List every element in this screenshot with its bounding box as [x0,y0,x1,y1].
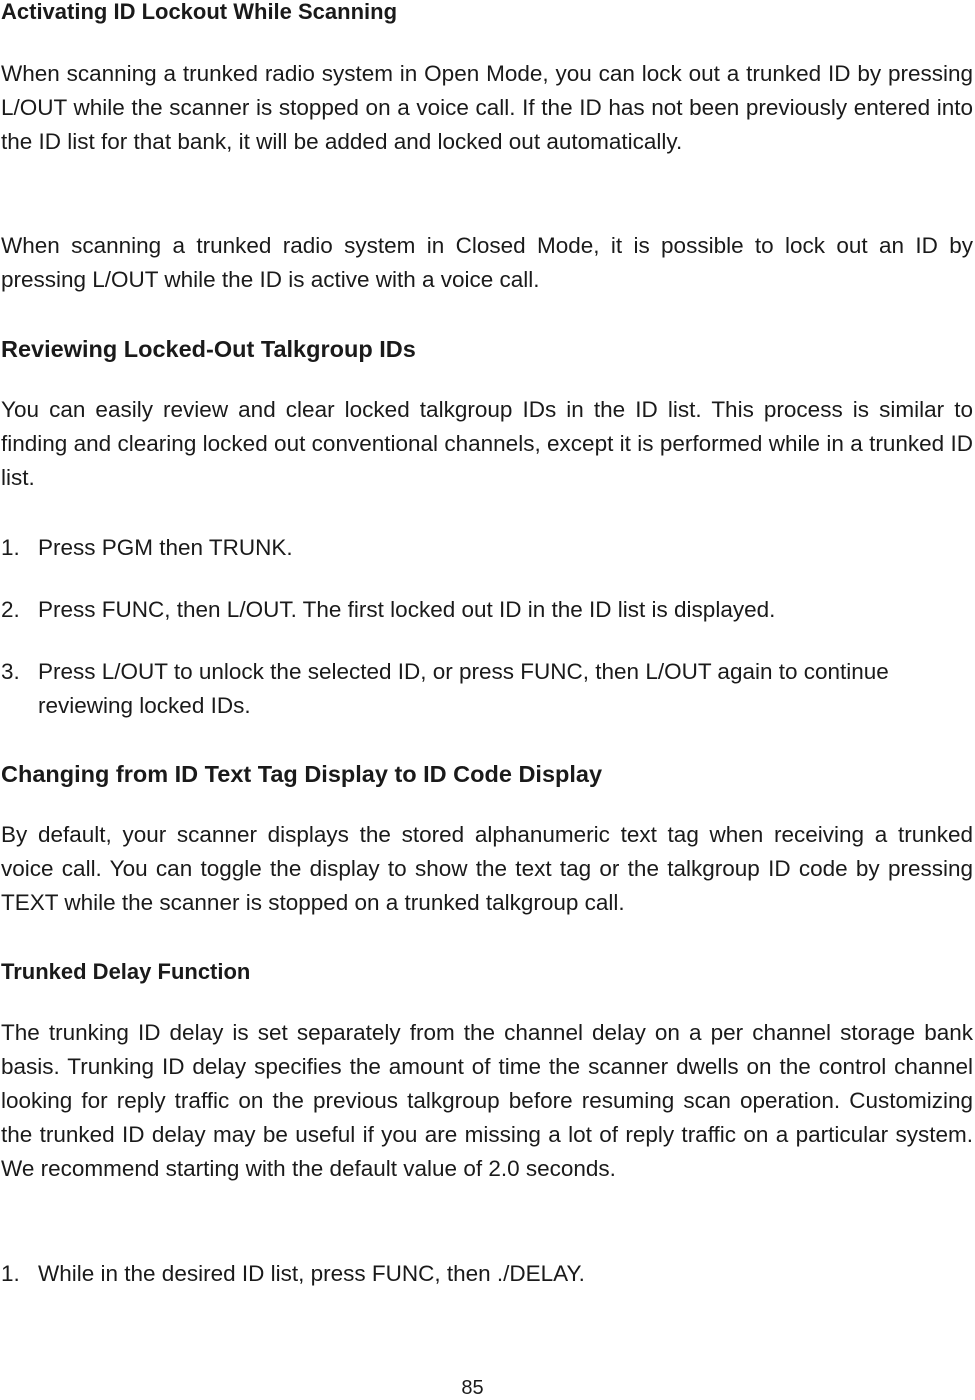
step-number: 3. [1,659,20,684]
step-item [1,655,973,723]
step-number: 1. [1,1261,20,1286]
step-text: Press FUNC, then L/OUT. The first locked out ID in the ID list is displayed. [38,597,776,622]
page-number: 85 [461,1377,484,1399]
step-item [1,1257,973,1291]
heading-changing-display: Changing from ID Text Tag Display to ID Code Display [1,761,603,787]
step-text: Press PGM then TRUNK. [38,535,293,560]
step-text: Press L/OUT to unlock the selected ID, or press FUNC, then L/OUT again to continue reviewing locked IDs. [38,659,889,718]
paragraph-closed-mode-lockout: When scanning a trunked radio system in Closed Mode, it is possible to lock out an ID by pressing L/OUT while the ID is active with a voice call. [1,233,973,292]
paragraph-open-mode-lockout: When scanning a trunked radio system in Open Mode, you can lock out a trunked ID by pressing L/OUT while the scanner is stopped on a voice call. If the ID has not been previously entered into the ID list for that bank, it will be added and locked out automatically. [1,61,973,154]
step-item [1,593,973,627]
paragraph-display-toggle: By default, your scanner displays the stored alphanumeric text tag when receiving a trunked voice call. You can toggle the display to show the text tag or the talkgroup ID code by pressing TEXT while the scanner is stopped on a trunked talkgroup call. [1,822,973,915]
heading-activating-id-lockout: Activating ID Lockout While Scanning [1,0,398,24]
step-number: 2. [1,597,20,622]
step-text: While in the desired ID list, press FUNC, then ./DELAY. [38,1261,585,1286]
paragraph-trunked-delay: The trunking ID delay is set separately from the channel delay on a per channel storage bank basis. Trunking ID delay specifies the amount of time the scanner dwells on the control channel looking for reply traffic on the previous talkgroup before resuming scan operation. Customizing the trunked ID delay may be useful if you are missing a lot of reply traffic on a particular system. We recommend starting with the default value of 2.0 seconds. [1,1020,973,1181]
heading-trunked-delay: Trunked Delay Function [1,959,251,984]
step-number: 1. [1,535,20,560]
paragraph-review-intro: You can easily review and clear locked talkgroup IDs in the ID list. This process is similar to finding and clearing locked out conventional channels, except it is performed while in a trunked ID list. [1,397,973,490]
step-item [1,531,973,565]
heading-reviewing-locked-out: Reviewing Locked-Out Talkgroup IDs [1,336,416,362]
